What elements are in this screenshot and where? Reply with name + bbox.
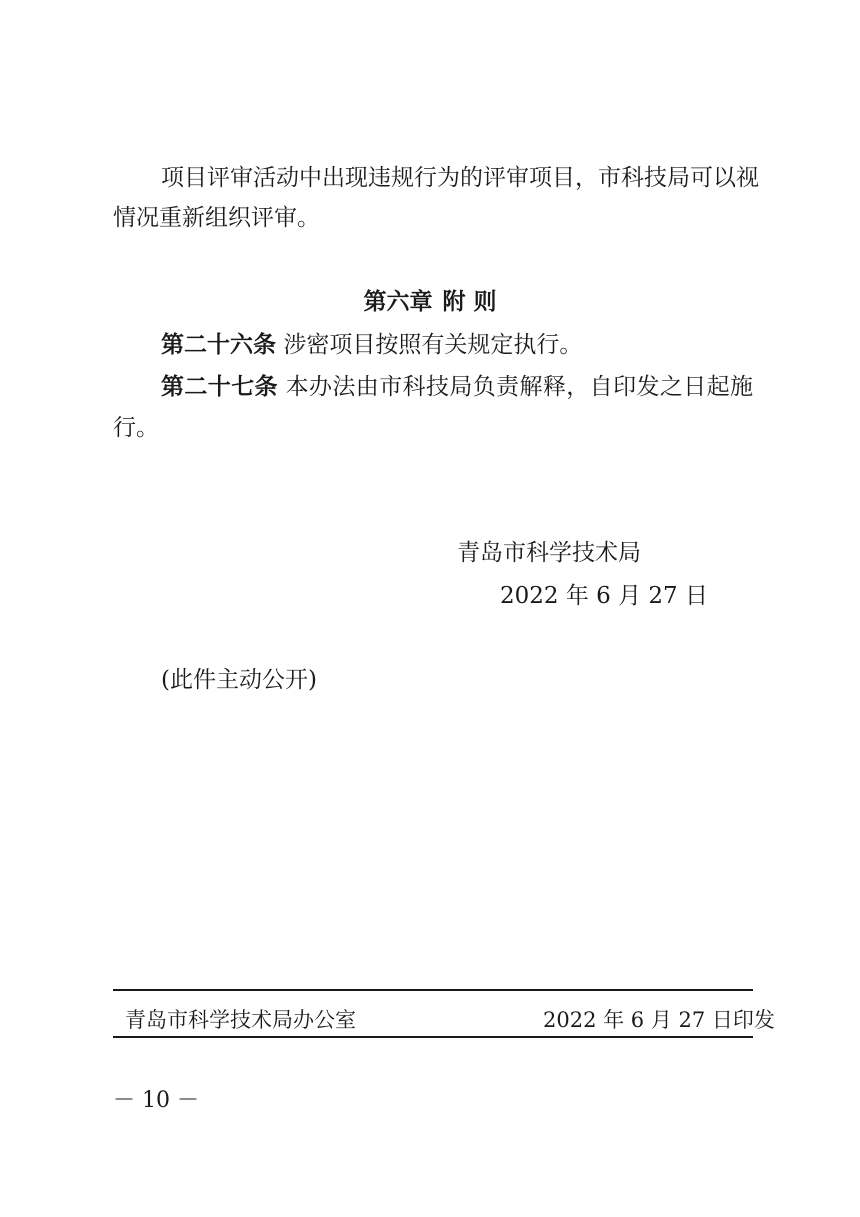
signature-date: 2022 年 6 月 27 日 — [500, 583, 708, 609]
article-label: 第二十六条 — [161, 332, 276, 358]
page-number: － 10 － — [113, 1088, 199, 1113]
article-text: 本办法由市科技局负责解释，自印发之日起施 — [285, 374, 754, 400]
footer-office: 青岛市科学技术局办公室 — [125, 1008, 356, 1032]
article-text: 涉密项目按照有关规定执行。 — [283, 332, 583, 358]
chapter-heading — [0, 284, 860, 320]
signature-issuer: 青岛市科学技术局 — [457, 540, 641, 566]
footer-bottom-rule — [113, 1036, 753, 1038]
paragraph-line: 情况重新组织评审。 — [113, 205, 320, 231]
paragraph-line: 行。 — [113, 415, 159, 441]
chapter-title: 附 则 — [442, 289, 497, 315]
footer-issued-date: 2022 年 6 月 27 日印发 — [543, 1008, 775, 1032]
article-26 — [161, 327, 753, 363]
paragraph-line: 项目评审活动中出现违规行为的评审项目，市科技局可以视 — [161, 165, 759, 191]
article-27 — [161, 369, 753, 405]
chapter-number: 第六章 — [363, 289, 433, 315]
disclosure-note: (此件主动公开) — [161, 667, 317, 693]
footer-top-rule — [113, 989, 753, 991]
article-label: 第二十七条 — [161, 374, 278, 400]
